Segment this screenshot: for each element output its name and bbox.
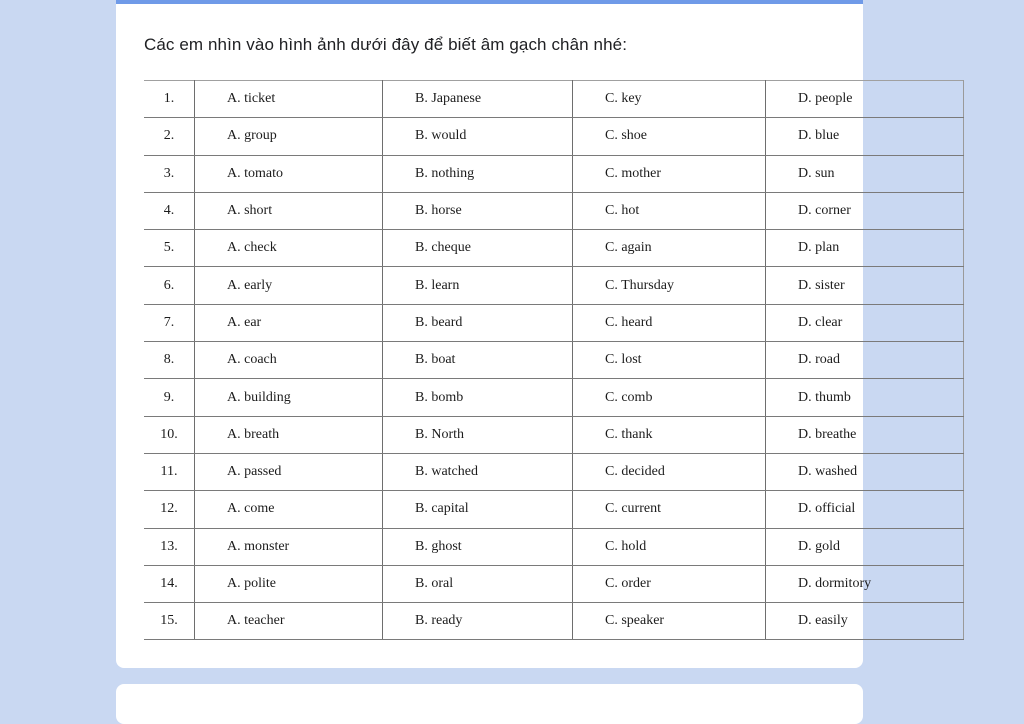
row-number: 7. (144, 304, 195, 341)
option-c: C. heard (573, 304, 766, 341)
table-row (144, 528, 964, 565)
option-a: A. ear (195, 304, 383, 341)
row-number: 14. (144, 565, 195, 602)
option-c: C. speaker (573, 603, 766, 640)
question-card (116, 0, 872, 668)
row-number: 9. (144, 379, 195, 416)
option-a: A. short (195, 192, 383, 229)
option-a: A. come (195, 491, 383, 528)
option-d: D. sister (766, 267, 964, 304)
table-row (144, 81, 964, 118)
option-c: C. lost (573, 342, 766, 379)
option-a: A. tomato (195, 155, 383, 192)
option-a: A. coach (195, 342, 383, 379)
pronunciation-table (144, 80, 964, 640)
table-row (144, 155, 964, 192)
option-b: B. watched (383, 453, 573, 490)
option-b: B. oral (383, 565, 573, 602)
table-row (144, 267, 964, 304)
option-a: A. check (195, 230, 383, 267)
option-a: A. breath (195, 416, 383, 453)
option-b: B. would (383, 118, 573, 155)
option-a: A. polite (195, 565, 383, 602)
row-number: 10. (144, 416, 195, 453)
option-d: D. clear (766, 304, 964, 341)
option-a: A. ticket (195, 81, 383, 118)
option-d: D. thumb (766, 379, 964, 416)
option-c: C. thank (573, 416, 766, 453)
table-row (144, 342, 964, 379)
option-b: B. North (383, 416, 573, 453)
option-a: A. monster (195, 528, 383, 565)
table-row (144, 192, 964, 229)
option-a: A. early (195, 267, 383, 304)
option-c: C. mother (573, 155, 766, 192)
option-c: C. shoe (573, 118, 766, 155)
row-number: 12. (144, 491, 195, 528)
next-question-card (116, 684, 863, 724)
option-a: A. passed (195, 453, 383, 490)
option-c: C. again (573, 230, 766, 267)
row-number: 5. (144, 230, 195, 267)
option-b: B. boat (383, 342, 573, 379)
option-d: D. blue (766, 118, 964, 155)
table-row (144, 379, 964, 416)
question-image (144, 80, 872, 636)
option-b: B. cheque (383, 230, 573, 267)
option-b: B. horse (383, 192, 573, 229)
option-b: B. learn (383, 267, 573, 304)
row-number: 3. (144, 155, 195, 192)
option-d: D. official (766, 491, 964, 528)
option-c: C. order (573, 565, 766, 602)
option-b: B. nothing (383, 155, 573, 192)
option-c: C. comb (573, 379, 766, 416)
option-b: B. bomb (383, 379, 573, 416)
table-row (144, 304, 964, 341)
option-c: C. Thursday (573, 267, 766, 304)
row-number: 8. (144, 342, 195, 379)
table-row (144, 230, 964, 267)
option-d: D. breathe (766, 416, 964, 453)
row-number: 2. (144, 118, 195, 155)
option-a: A. building (195, 379, 383, 416)
option-d: D. washed (766, 453, 964, 490)
option-b: B. capital (383, 491, 573, 528)
option-b: B. ready (383, 603, 573, 640)
row-number: 15. (144, 603, 195, 640)
card-accent-bar (116, 0, 863, 4)
row-number: 11. (144, 453, 195, 490)
option-b: B. Japanese (383, 81, 573, 118)
option-d: D. corner (766, 192, 964, 229)
option-d: D. people (766, 81, 964, 118)
table-row (144, 603, 964, 640)
option-b: B. beard (383, 304, 573, 341)
row-number: 13. (144, 528, 195, 565)
option-c: C. hot (573, 192, 766, 229)
option-d: D. road (766, 342, 964, 379)
question-title: Các em nhìn vào hình ảnh dưới đây để biết âm gạch chân nhé: (144, 35, 628, 54)
option-c: C. key (573, 81, 766, 118)
table-row (144, 118, 964, 155)
option-c: C. hold (573, 528, 766, 565)
option-a: A. group (195, 118, 383, 155)
table-row (144, 565, 964, 602)
option-c: C. current (573, 491, 766, 528)
option-b: B. ghost (383, 528, 573, 565)
row-number: 6. (144, 267, 195, 304)
option-d: D. plan (766, 230, 964, 267)
table-row (144, 453, 964, 490)
option-c: C. decided (573, 453, 766, 490)
row-number: 1. (144, 81, 195, 118)
option-d: D. dormitory (766, 565, 964, 602)
row-number: 4. (144, 192, 195, 229)
option-d: D. sun (766, 155, 964, 192)
table-row (144, 416, 964, 453)
option-a: A. teacher (195, 603, 383, 640)
option-d: D. gold (766, 528, 964, 565)
table-row (144, 491, 964, 528)
option-d: D. easily (766, 603, 964, 640)
